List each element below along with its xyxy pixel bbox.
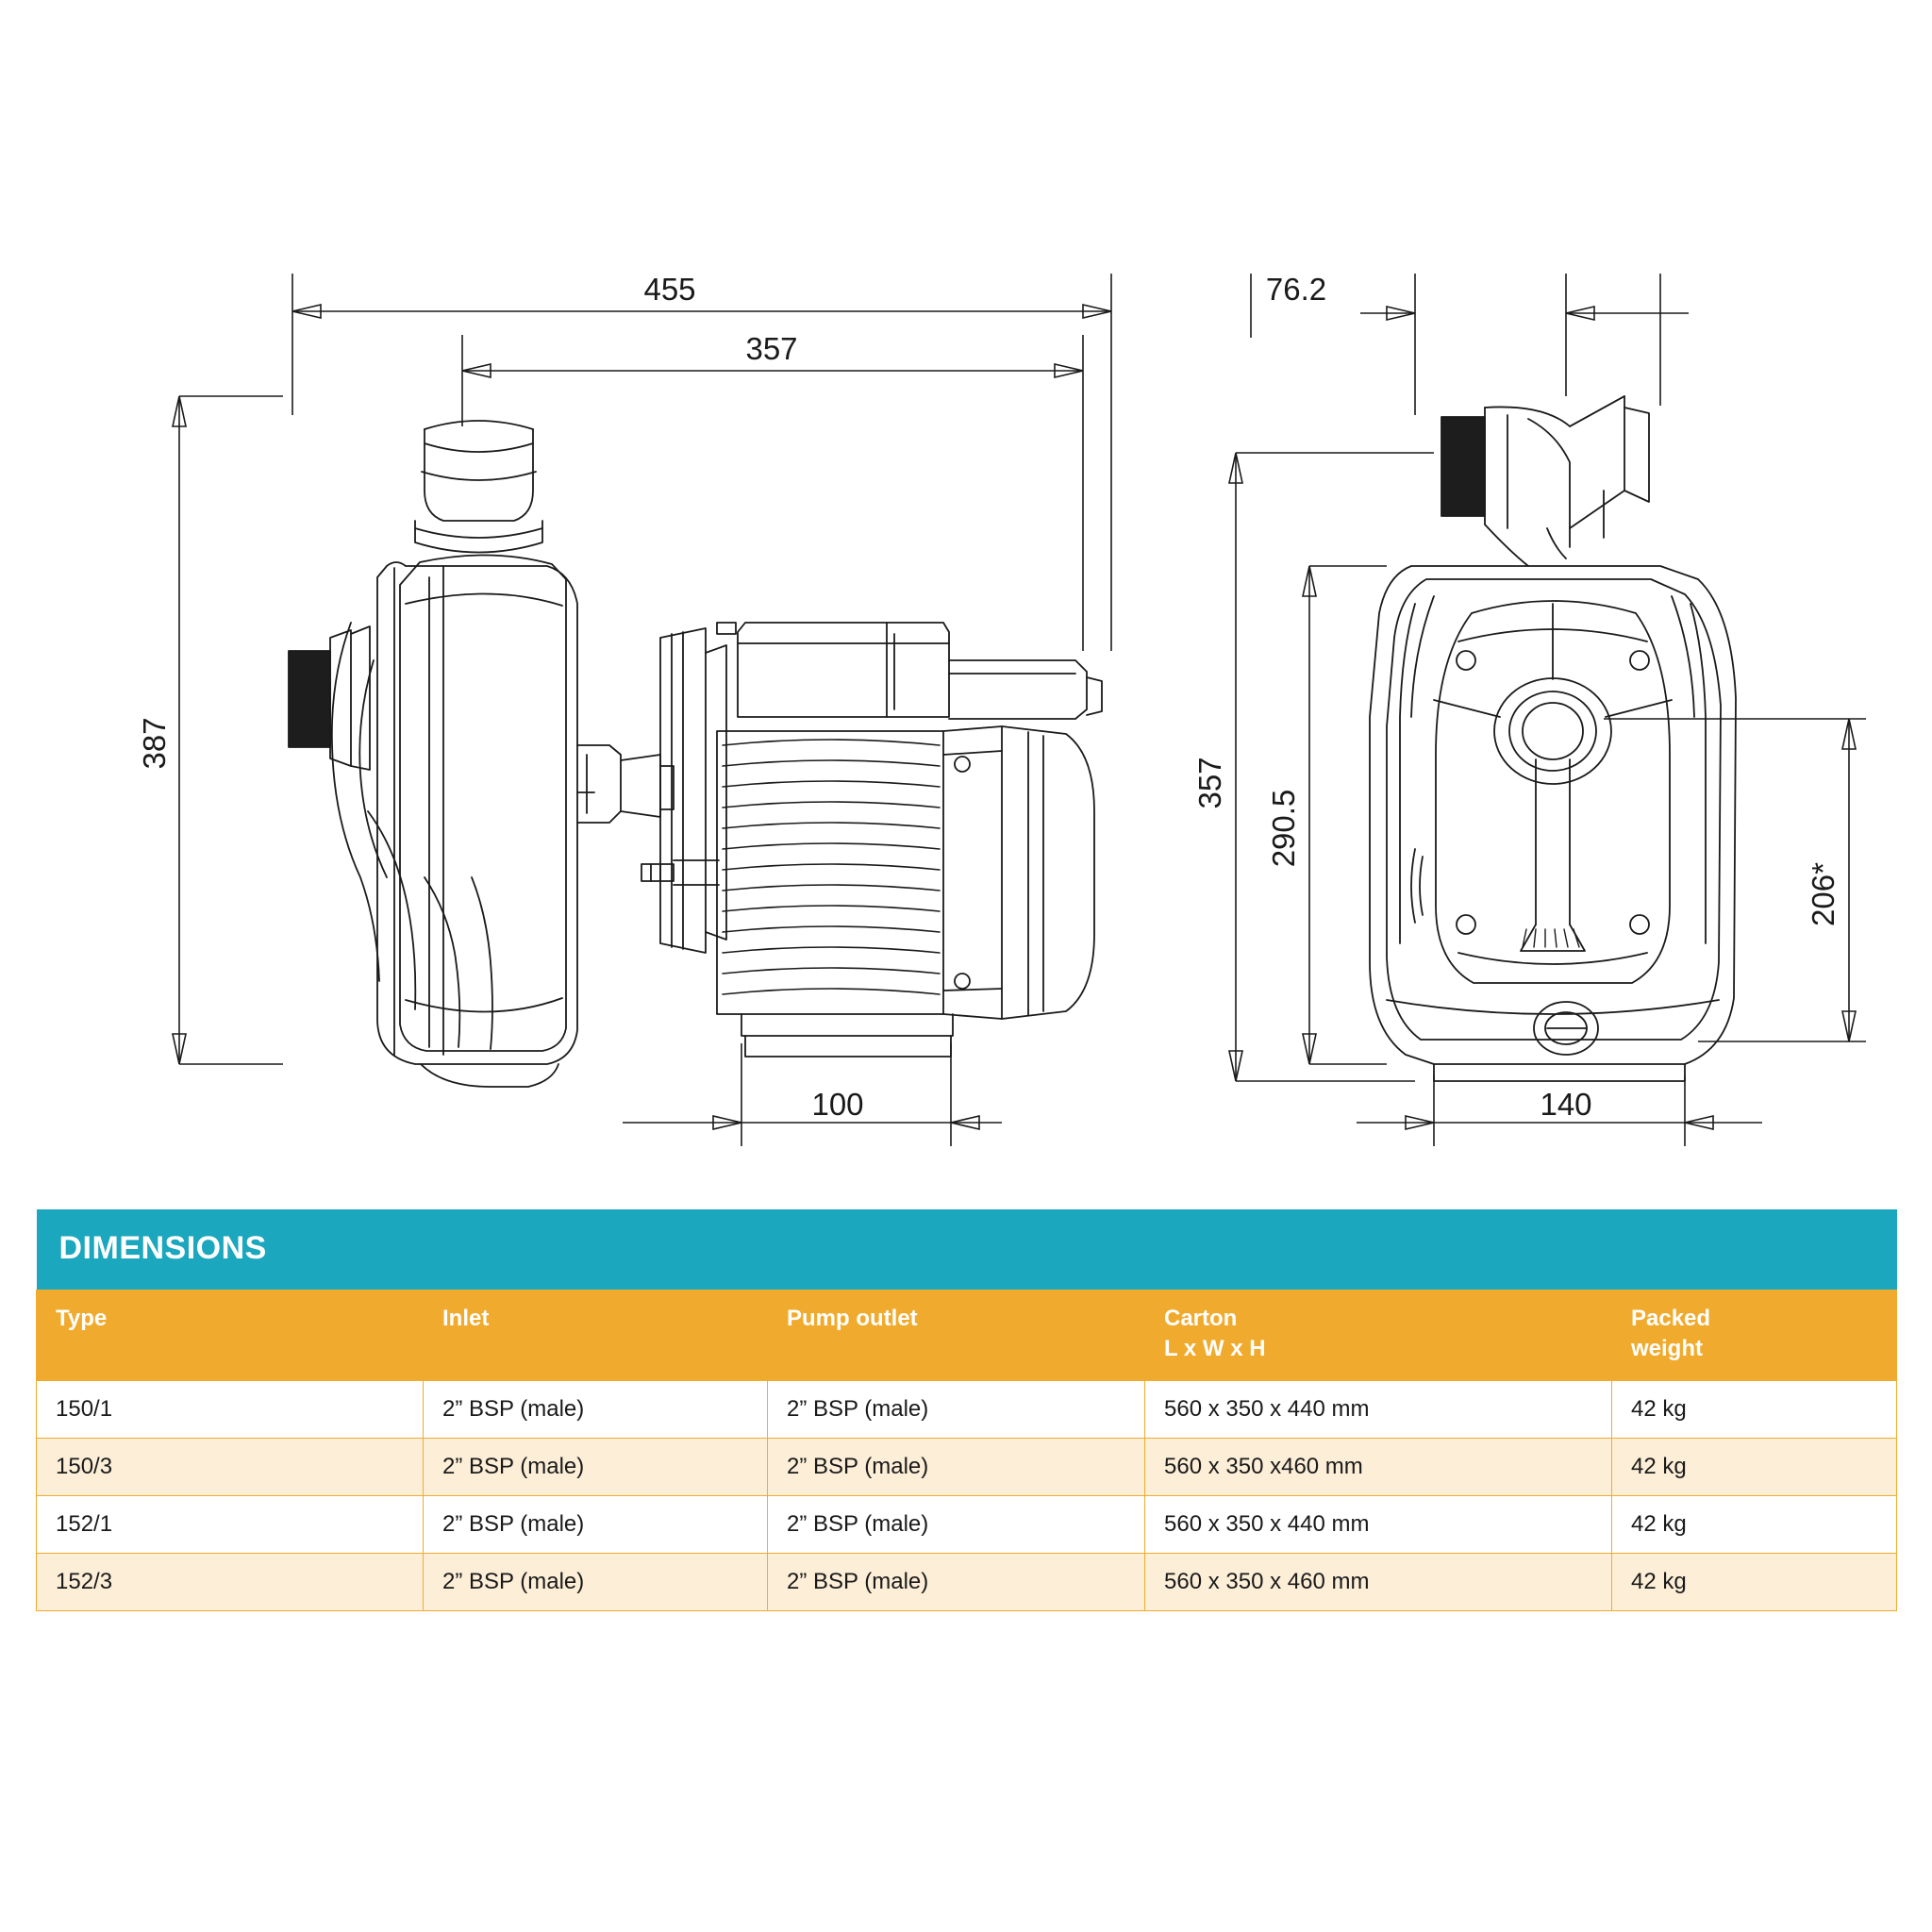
cell-outlet: 2” BSP (male) [768,1553,1145,1610]
cell-carton: 560 x 350 x 460 mm [1145,1553,1612,1610]
dimensions-table [36,1209,1897,1611]
table-row [37,1438,1897,1495]
front-view-dimensions [1229,274,1866,1146]
cell-type: 152/3 [37,1553,424,1610]
dim-290-5: 290.5 [1266,789,1301,868]
cell-inlet: 2” BSP (male) [424,1438,768,1495]
column-header-packed-weight [1612,1291,1897,1381]
cell-weight: 42 kg [1612,1438,1897,1495]
cell-weight: 42 kg [1612,1380,1897,1438]
side-view-group [289,421,1102,1087]
dim-140: 140 [1540,1087,1592,1122]
front-view-group [1370,396,1736,1081]
column-header-carton [1145,1291,1612,1381]
table-header-row [37,1291,1897,1381]
cell-weight: 42 kg [1612,1553,1897,1610]
column-header-pump-outlet: Pump outlet [768,1291,1145,1381]
cell-outlet: 2” BSP (male) [768,1438,1145,1495]
cell-inlet: 2” BSP (male) [424,1380,768,1438]
column-header-weight-line2: weight [1631,1336,1703,1362]
side-view-dimension-labels [137,272,864,1122]
column-header-type: Type [37,1291,424,1381]
dim-387: 387 [137,717,172,770]
dim-455: 455 [643,272,696,307]
cell-weight: 42 kg [1612,1495,1897,1553]
cell-type: 150/1 [37,1380,424,1438]
cell-carton: 560 x 350 x 440 mm [1145,1380,1612,1438]
table-row [37,1553,1897,1610]
cell-carton: 560 x 350 x 440 mm [1145,1495,1612,1553]
cell-type: 150/3 [37,1438,424,1495]
table-title-row [37,1209,1897,1291]
column-header-inlet: Inlet [424,1291,768,1381]
cell-outlet: 2” BSP (male) [768,1380,1145,1438]
dim-206: 206* [1806,862,1840,926]
cell-inlet: 2” BSP (male) [424,1495,768,1553]
column-header-carton-line1: Carton [1164,1306,1238,1331]
dim-357-front: 357 [1192,757,1227,809]
dim-357-side: 357 [745,331,798,366]
table-row [37,1495,1897,1553]
column-header-weight-line1: Packed [1631,1306,1711,1331]
cell-carton: 560 x 350 x460 mm [1145,1438,1612,1495]
dim-100: 100 [811,1087,864,1122]
table-title: DIMENSIONS [37,1209,1897,1291]
cell-inlet: 2” BSP (male) [424,1553,768,1610]
column-header-carton-line2: L x W x H [1164,1336,1266,1362]
cell-outlet: 2” BSP (male) [768,1495,1145,1553]
dim-76-2: 76.2 [1265,272,1327,307]
front-view-dimension-labels [1192,272,1840,1122]
table-row [37,1380,1897,1438]
cell-type: 152/1 [37,1495,424,1553]
